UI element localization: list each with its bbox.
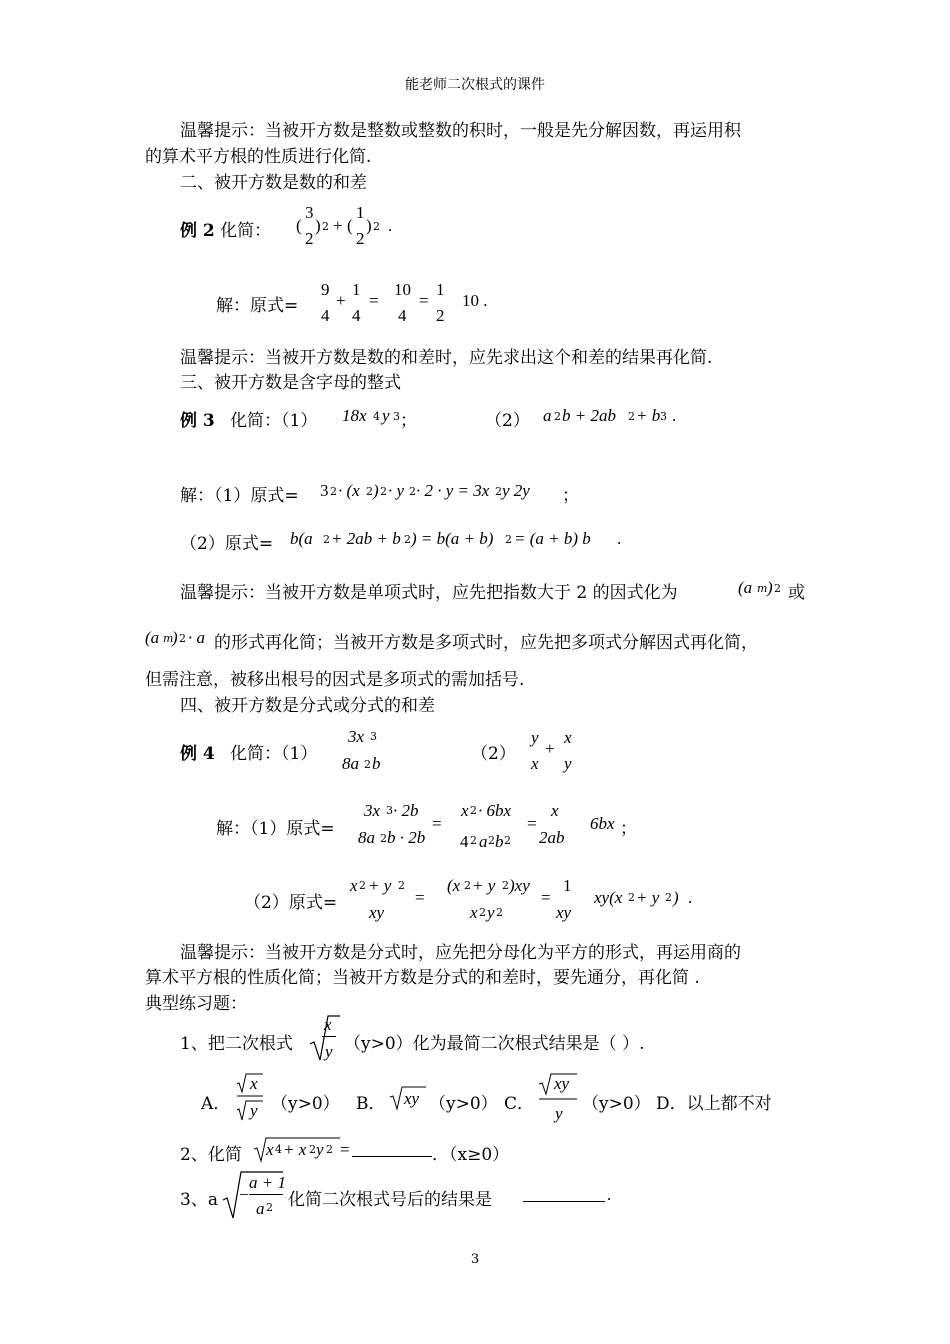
tip-3-line-1: 温馨提示：当被开方数是单项式时，应先把指数大于 2 的因式化为 [180, 583, 678, 603]
tip-1-line-2: 的算术平方根的性质进行化简. [145, 147, 372, 167]
page-header: 能老师二次根式的课件 [405, 77, 545, 93]
section-3-heading: 三、被开方数是含字母的整式 [180, 373, 401, 393]
page-number: 3 [470, 1252, 480, 1267]
tip-2: 温馨提示：当被开方数是数的和差时，应先求出这个和差的结果再化简. [180, 348, 713, 368]
tip-4-line-2: 算术平方根的性质化简；当被开方数是分式的和差时，要先通分，再化简 . [145, 968, 700, 988]
tip-4-line-1: 温馨提示：当被开方数是分式时，应先把分母化为平方的形式，再运用商的 [180, 943, 741, 963]
section-4-heading: 四、被开方数是分式或分式的和差 [180, 696, 435, 716]
answer-blank-2[interactable] [352, 1140, 432, 1157]
practice-title: 典型练习题： [145, 994, 247, 1014]
tip-1-line-1: 温馨提示：当被开方数是整数或整数的积时，一般是先分解因数，再运用积 [180, 121, 741, 141]
example-2-label: 例 2 化简： [180, 221, 272, 241]
answer-blank-3[interactable] [523, 1185, 605, 1202]
section-2-heading: 二、被开方数是数的和差 [180, 173, 367, 193]
tip-3-line-3: 但需注意，被移出根号的因式是多项式的需加括号. [145, 670, 525, 690]
